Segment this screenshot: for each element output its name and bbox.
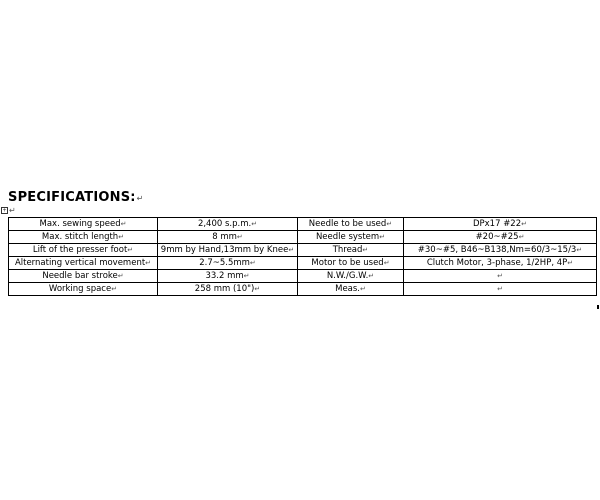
cell-end-mark-icon: ↵: [567, 259, 574, 267]
cell-end-mark-icon: ↵: [386, 220, 393, 228]
table-cell: [404, 244, 597, 257]
heading-text: SPECIFICATIONS:: [8, 190, 136, 205]
spec-label: Working space: [48, 284, 112, 294]
cell-end-mark-icon: ↵: [254, 285, 261, 293]
paragraph-mark-icon: ↵: [136, 194, 144, 203]
paragraph-mark-icon: ↵: [9, 206, 16, 215]
cell-end-mark-icon: ↵: [249, 259, 256, 267]
table-cell: [404, 231, 597, 244]
table-cell: [404, 218, 597, 231]
cell-end-mark-icon: ↵: [243, 272, 250, 280]
specifications-table: [8, 217, 597, 296]
spec-label: Needle bar stroke: [42, 271, 118, 281]
spec-label: Alternating vertical movement: [14, 258, 146, 268]
spec-label: Needle system: [315, 232, 380, 242]
spec-label: Lift of the presser foot: [32, 245, 128, 255]
table-row: [9, 257, 597, 270]
cell-end-mark-icon: ↵: [111, 285, 118, 293]
table-cell: [9, 283, 158, 296]
spec-value: 2.7~5.5mm: [199, 258, 250, 268]
cell-end-mark-icon: ↵: [518, 233, 525, 241]
cell-end-mark-icon: ↵: [360, 285, 366, 293]
table-cell: [298, 270, 404, 283]
table-move-handle-icon[interactable]: +: [2, 207, 7, 214]
cell-end-mark-icon: ↵: [379, 233, 386, 241]
spec-value: 258 mm (10"): [194, 284, 255, 294]
table-row: [9, 283, 597, 296]
cell-end-mark-icon: ↵: [117, 272, 124, 280]
cell-end-mark-icon: ↵: [120, 220, 127, 228]
spec-value: #20~#25: [475, 232, 519, 242]
cell-end-mark-icon: ↵: [127, 246, 134, 254]
table-cell: [9, 270, 158, 283]
cell-end-mark-icon: ↵: [288, 246, 295, 254]
spec-label: Motor to be used: [311, 258, 384, 268]
table-cell: [298, 231, 404, 244]
cell-end-mark-icon: ↵: [145, 259, 152, 267]
table-cell: [404, 257, 597, 270]
cell-end-mark-icon: ↵: [383, 259, 390, 267]
spec-value: #30~#5, B46~B138,Nm=60/3~15/3: [417, 245, 577, 255]
spec-label: Meas.: [335, 284, 361, 294]
table-cell: [158, 257, 298, 270]
table-row: [9, 270, 597, 283]
table-cell: [298, 283, 404, 296]
cell-end-mark-icon: ↵: [368, 272, 375, 280]
table-cell: [9, 231, 158, 244]
spec-label: Max. sewing speed: [39, 219, 121, 229]
spec-label: Needle to be used: [308, 219, 387, 229]
table-cell: [158, 231, 298, 244]
cell-end-mark-icon: ↵: [362, 246, 369, 254]
spec-label: Thread: [332, 245, 363, 255]
table-cell: [158, 283, 298, 296]
spec-value: 33.2 mm: [205, 271, 244, 281]
cell-end-mark-icon: ↵: [251, 220, 258, 228]
table-cell: [9, 218, 158, 231]
spec-value: 9mm by Hand,13mm by Knee: [160, 245, 289, 255]
spec-value: 8 mm: [212, 232, 237, 242]
cell-end-mark-icon: ↵: [576, 246, 583, 254]
table-cell: [158, 244, 298, 257]
table-cell: [298, 218, 404, 231]
table-row: [9, 231, 597, 244]
cell-end-mark-icon: ↵: [236, 233, 243, 241]
row-end-marker: [597, 305, 599, 309]
cell-end-mark-icon: ↵: [497, 285, 503, 293]
spec-label: N.W./G.W.: [326, 271, 369, 281]
specifications-heading: [8, 190, 144, 205]
table-cell: [9, 257, 158, 270]
table-cell: [404, 283, 597, 296]
cell-end-mark-icon: ↵: [521, 220, 528, 228]
table-cell: [298, 244, 404, 257]
spec-label: Max. stitch length: [41, 232, 119, 242]
table-cell: [158, 270, 298, 283]
table-row: [9, 218, 597, 231]
cell-end-mark-icon: ↵: [118, 233, 125, 241]
cell-end-mark-icon: ↵: [497, 272, 503, 280]
table-cell: [404, 270, 597, 283]
table-cell: [9, 244, 158, 257]
spec-value: 2,400 s.p.m.: [197, 219, 252, 229]
spec-value: DPx17 #22: [472, 219, 522, 229]
specifications-table-body: [9, 218, 597, 296]
spec-value: Clutch Motor, 3-phase, 1/2HP, 4P: [426, 258, 568, 268]
table-cell: [158, 218, 298, 231]
table-cell: [298, 257, 404, 270]
table-row: [9, 244, 597, 257]
